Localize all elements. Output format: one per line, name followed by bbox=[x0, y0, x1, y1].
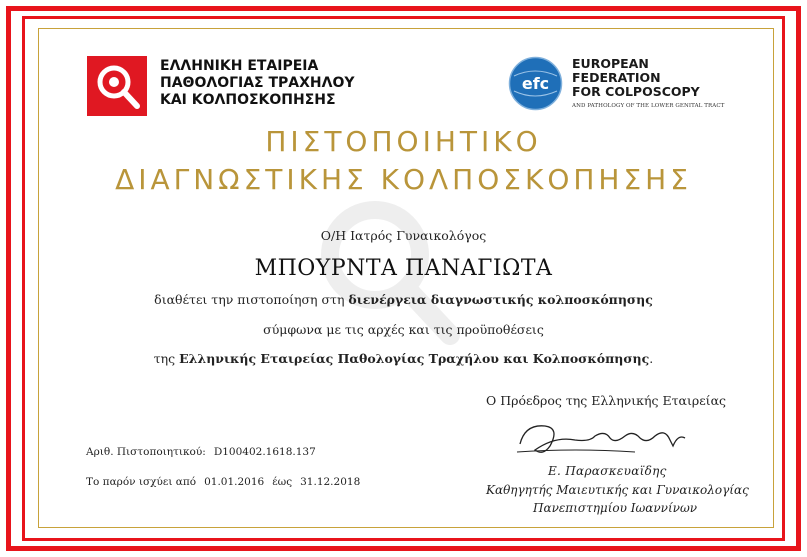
hellenic-society-name bbox=[160, 58, 355, 109]
president-title: Καθηγητής Μαιευτικής και Γυναικολογίας bbox=[486, 483, 749, 497]
efc-subline: AND PATHOLOGY OF THE LOWER GENITAL TRACT bbox=[572, 103, 725, 109]
society-statement bbox=[0, 351, 807, 366]
certification-statement bbox=[0, 292, 807, 307]
terms-statement: σύμφωνα με τις αρχές και τις προϋποθέσεις bbox=[263, 322, 544, 337]
recipient-name: ΜΠΟΥΡΝΤΑ ΠΑΝΑΓΙΩΤΑ bbox=[254, 256, 553, 281]
validity-period bbox=[86, 476, 360, 488]
certification-prefix: διαθέτει την πιστοποίηση στη bbox=[154, 292, 345, 307]
efc-line-2: FEDERATION bbox=[572, 70, 661, 85]
president-signature bbox=[515, 416, 695, 461]
society-prefix: της bbox=[153, 351, 176, 366]
president-university: Πανεπιστημίου Ιωαννίνων bbox=[533, 501, 698, 515]
hellenic-society-line-2: ΠΑΘΟΛΟΓΙΑΣ ΤΡΑΧΗΛΟΥ bbox=[160, 75, 355, 91]
magnifier-logo-icon bbox=[87, 56, 147, 116]
efc-line-1: EUROPEAN bbox=[572, 56, 649, 71]
valid-from: 01.01.2016 bbox=[204, 476, 265, 488]
certificate-number-value: D100402.1618.137 bbox=[213, 446, 316, 458]
certification-subject: διενέργεια διαγνωστικής κολποσκόπησης bbox=[348, 292, 653, 307]
certificate-number bbox=[86, 446, 316, 458]
society-suffix: . bbox=[649, 351, 654, 366]
hellenic-society-line-3: ΚΑΙ ΚΟΛΠΟΣΚΟΠΗΣΗΣ bbox=[160, 92, 336, 108]
certificate-title-line-2: ΔΙΑΓΝΩΣΤΙΚΗΣ ΚΟΛΠΟΣΚΟΠΗΣΗΣ bbox=[115, 163, 692, 196]
society-name: Ελληνικής Εταιρείας Παθολογίας Τραχήλου και Κολποσκόπησης bbox=[179, 351, 650, 366]
efc-badge-text: efc bbox=[521, 74, 550, 93]
efc-name bbox=[572, 57, 700, 99]
efc-line-3: FOR COLPOSCOPY bbox=[572, 84, 700, 99]
validity-label: Το παρόν ισχύει από bbox=[86, 476, 197, 488]
efc-globe-logo-icon bbox=[508, 56, 563, 111]
valid-to-label: έως bbox=[272, 476, 293, 488]
certificate-number-label: Αριθ. Πιστοποιητικού: bbox=[86, 446, 206, 458]
recipient-role: Ο/Η Ιατρός Γυναικολόγος bbox=[320, 228, 487, 243]
president-name: Ε. Παρασκευαϊδης bbox=[548, 464, 667, 478]
valid-to: 31.12.2018 bbox=[300, 476, 361, 488]
president-label: Ο Πρόεδρος της Ελληνικής Εταιρείας bbox=[486, 393, 727, 408]
hellenic-society-line-1: ΕΛΛΗΝΙΚΗ ΕΤΑΙΡΕΙΑ bbox=[160, 58, 319, 74]
certificate-title-line-1: ΠΙΣΤΟΠΟΙΗΤΙΚΟ bbox=[265, 125, 542, 158]
